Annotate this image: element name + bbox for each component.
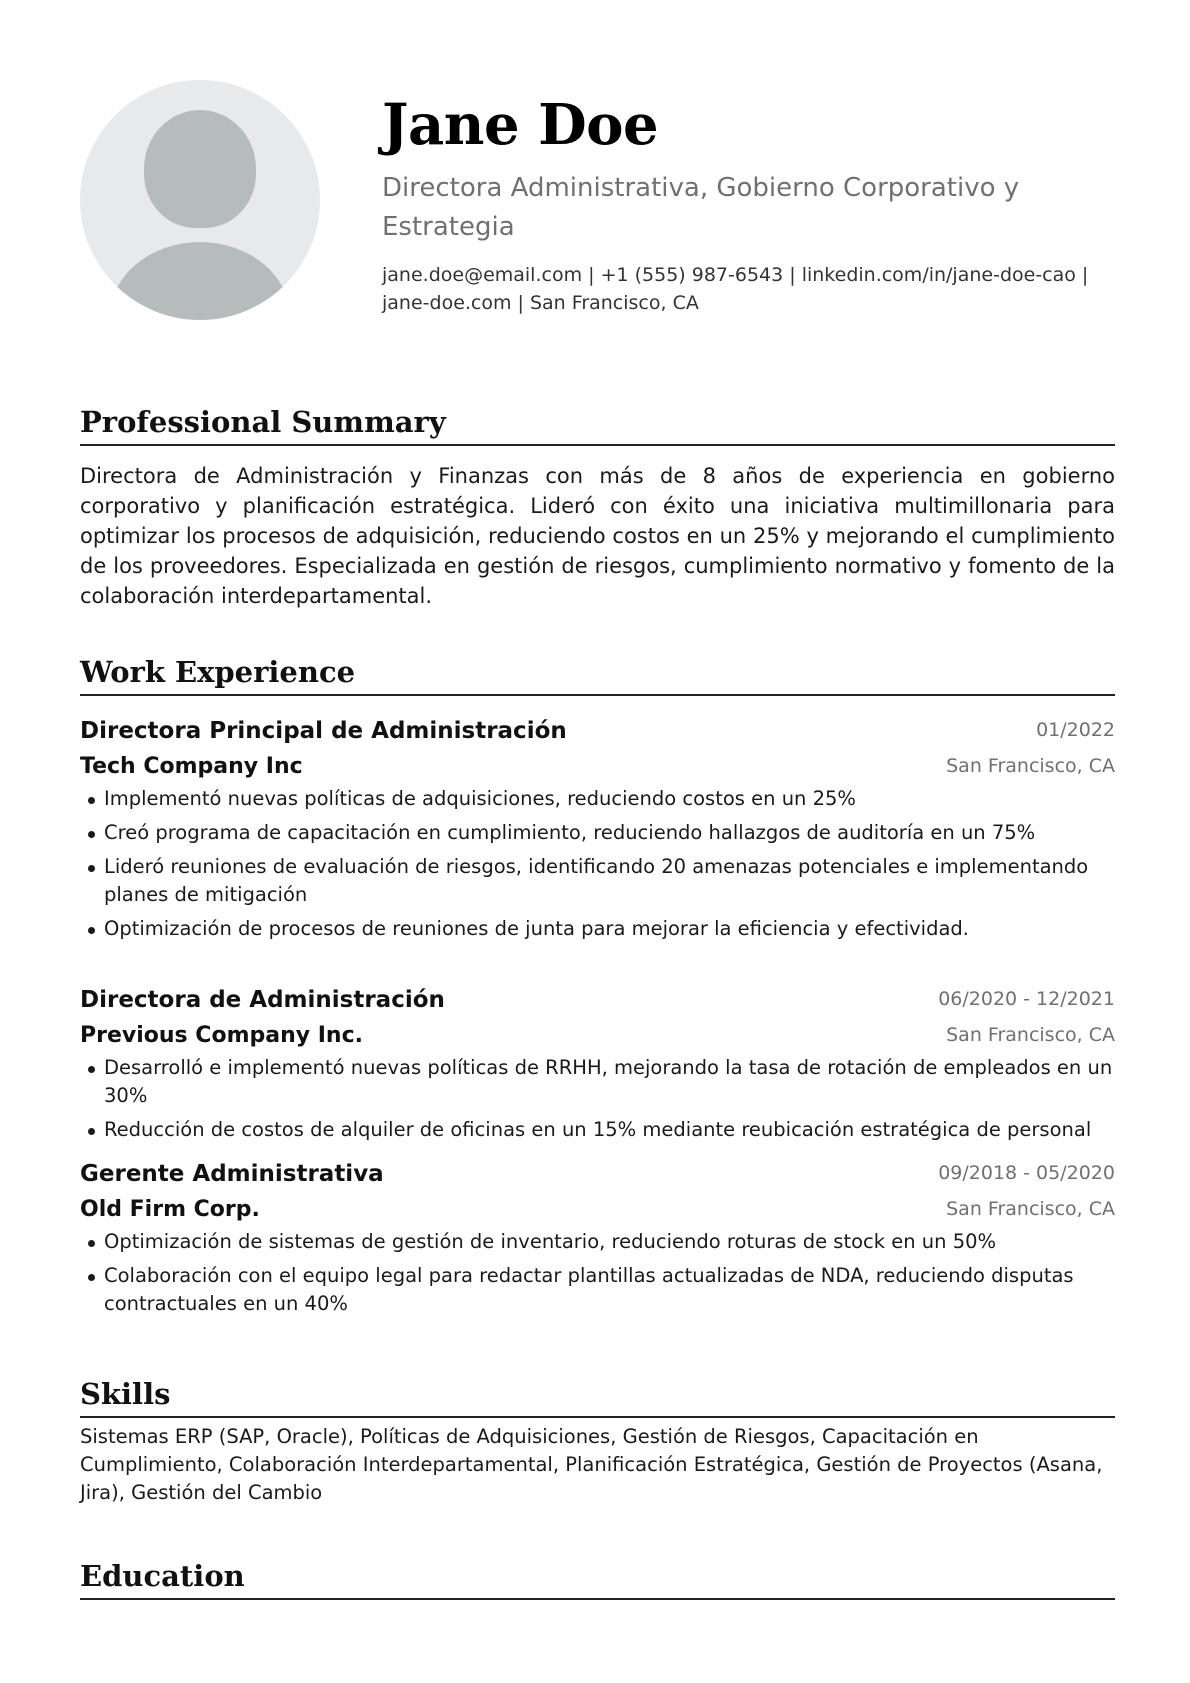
job-bullet: Desarrolló e implementó nuevas políticas de RRHH, mejorando la tasa de rotación de empleados en un 30%	[80, 1054, 1115, 1110]
job-company: Previous Company Inc.	[80, 1023, 363, 1048]
job-location: San Francisco, CA	[946, 1024, 1115, 1046]
job-date: 06/2020 - 12/2021	[938, 988, 1115, 1010]
job-bullet: Creó programa de capacitación en cumplimiento, reduciendo hallazgos de auditoría en un 75%	[80, 819, 1115, 847]
job-location: San Francisco, CA	[946, 1198, 1115, 1220]
job-bullet: Colaboración con el equipo legal para redactar plantillas actualizadas de NDA, reduciendo disputas contractuales en un 40%	[80, 1262, 1115, 1318]
job-bullets	[80, 785, 1115, 943]
job-entry	[80, 982, 1115, 1150]
section-title-experience: Work Experience	[80, 652, 1115, 696]
job-header-row	[80, 1156, 1115, 1192]
contact-info: jane.doe@email.com | +1 (555) 987-6543 | linkedin.com/in/jane-doe-cao | jane-doe.com | San Francisco, CA	[382, 264, 1089, 314]
job-company: Tech Company Inc	[80, 754, 303, 779]
candidate-name: Jane Doe	[382, 92, 659, 158]
job-header-row	[80, 713, 1115, 749]
job-company: Old Firm Corp.	[80, 1197, 260, 1222]
job-bullet: Lideró reuniones de evaluación de riesgos, identificando 20 amenazas potenciales e implementando planes de mitigación	[80, 853, 1115, 909]
avatar-head-shape	[144, 110, 256, 228]
job-bullet: Implementó nuevas políticas de adquisiciones, reduciendo costos en un 25%	[80, 785, 1115, 813]
section-title-summary: Professional Summary	[80, 402, 1115, 446]
job-bullet: Reducción de costos de alquiler de oficinas en un 15% mediante reubicación estratégica de personal	[80, 1116, 1115, 1144]
job-entry	[80, 1156, 1115, 1324]
job-title: Directora Principal de Administración	[80, 718, 567, 744]
job-header-row	[80, 982, 1115, 1018]
job-company-row	[80, 1192, 1115, 1228]
user-placeholder-icon	[80, 80, 320, 320]
section-title-skills: Skills	[80, 1374, 1115, 1418]
avatar-shoulders-shape	[110, 242, 290, 320]
job-date: 09/2018 - 05/2020	[938, 1162, 1115, 1184]
job-entry	[80, 713, 1115, 949]
job-title: Gerente Administrativa	[80, 1161, 384, 1187]
job-company-row	[80, 749, 1115, 785]
skills-text: Sistemas ERP (SAP, Oracle), Políticas de Adquisiciones, Gestión de Riesgos, Capacitación en Cumplimiento, Colaboración Interdepartamental, Planificación Estratégica, Gestión de Proyectos (Asana, Jira), Gestión del Cambio	[80, 1425, 1103, 1504]
job-bullets	[80, 1054, 1115, 1144]
job-company-row	[80, 1018, 1115, 1054]
job-location: San Francisco, CA	[946, 755, 1115, 777]
summary-text: Directora de Administración y Finanzas con más de 8 años de experiencia en gobierno corporativo y planificación estratégica. Lideró con éxito una iniciativa multimillonaria para optimizar los procesos de adquisición, reduciendo costos en un 25% y mejorando el cumplimiento de los proveedores. Especializada en gestión de riesgos, cumplimiento normativo y fomento de la colaboración interdepartamental.	[80, 464, 1115, 608]
candidate-title: Directora Administrativa, Gobierno Corporativo y Estrategia	[382, 173, 1020, 242]
job-date: 01/2022	[1036, 719, 1115, 741]
job-title: Directora de Administración	[80, 987, 445, 1013]
job-bullet: Optimización de procesos de reuniones de junta para mejorar la eficiencia y efectividad.	[80, 915, 1115, 943]
job-bullets	[80, 1228, 1115, 1318]
job-bullet: Optimización de sistemas de gestión de inventario, reduciendo roturas de stock en un 50%	[80, 1228, 1115, 1256]
section-title-education: Education	[80, 1556, 1115, 1600]
